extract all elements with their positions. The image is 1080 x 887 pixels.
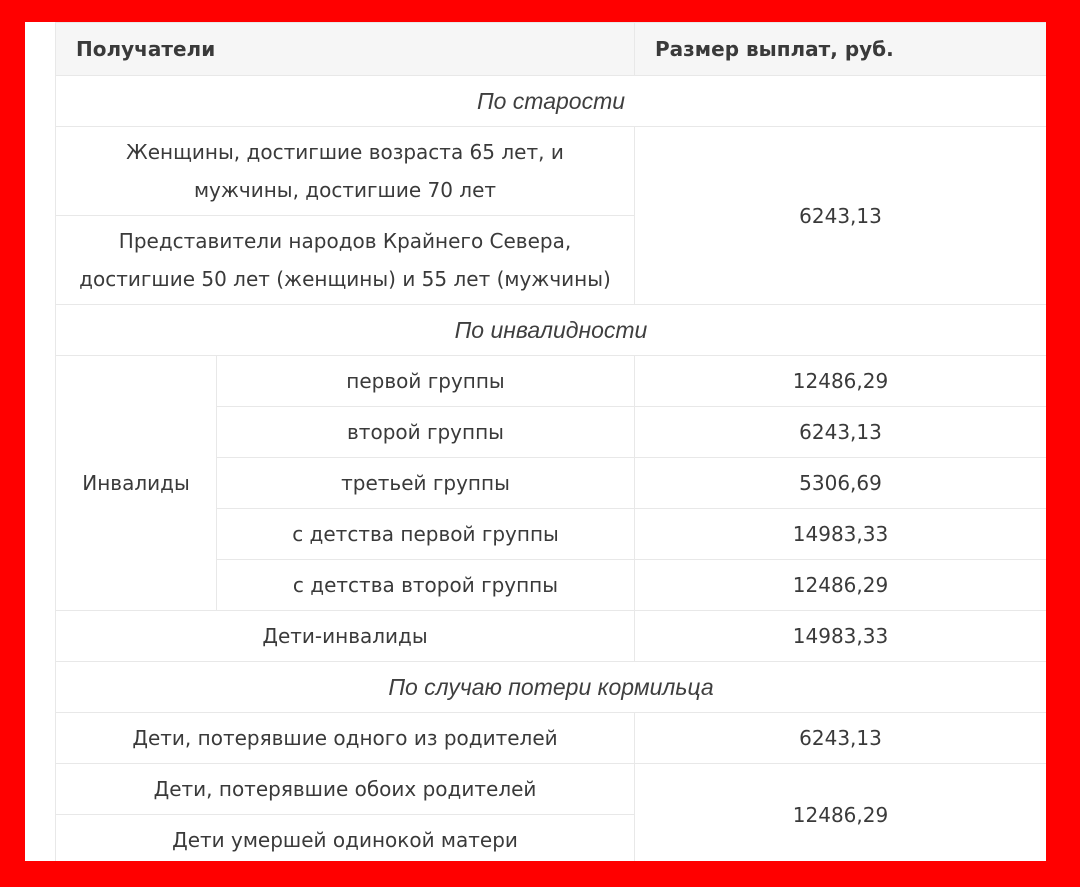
recipient-cell: Женщины, достигшие возраста 65 лет, и мужчины, достигшие 70 лет bbox=[56, 127, 635, 216]
section-title-old-age: По старости bbox=[56, 76, 1047, 127]
table-row bbox=[56, 356, 1047, 407]
page bbox=[25, 22, 1046, 861]
recipient-cell: Дети-инвалиды bbox=[56, 611, 635, 662]
recipient-cell: Дети, потерявшие одного из родителей bbox=[56, 713, 635, 764]
pension-table bbox=[55, 22, 1046, 861]
header-amount: Размер выплат, руб. bbox=[635, 23, 1047, 76]
table-row bbox=[56, 764, 1047, 815]
amount-cell: 6243,13 bbox=[635, 127, 1047, 305]
section-title-breadwinner: По случаю потери кормильца bbox=[56, 662, 1047, 713]
table-row bbox=[56, 127, 1047, 216]
recipient-cell: Дети умершей одинокой матери bbox=[56, 815, 635, 862]
table-row bbox=[56, 713, 1047, 764]
section-row bbox=[56, 662, 1047, 713]
section-title-disability: По инвалидности bbox=[56, 305, 1047, 356]
amount-cell: 12486,29 bbox=[635, 560, 1047, 611]
recipient-cell: третьей группы bbox=[217, 458, 635, 509]
recipient-cell: первой группы bbox=[217, 356, 635, 407]
recipient-cell: с детства второй группы bbox=[217, 560, 635, 611]
table-header-row bbox=[56, 23, 1047, 76]
section-row bbox=[56, 76, 1047, 127]
header-recipients: Получатели bbox=[56, 23, 635, 76]
recipient-cell: с детства первой группы bbox=[217, 509, 635, 560]
section-row bbox=[56, 305, 1047, 356]
group-label-cell: Инвалиды bbox=[56, 356, 217, 611]
table-row bbox=[56, 611, 1047, 662]
recipient-cell: Представители народов Крайнего Севера, достигшие 50 лет (женщины) и 55 лет (мужчины) bbox=[56, 216, 635, 305]
amount-cell: 14983,33 bbox=[635, 611, 1047, 662]
amount-cell: 6243,13 bbox=[635, 407, 1047, 458]
amount-cell: 12486,29 bbox=[635, 356, 1047, 407]
amount-cell: 5306,69 bbox=[635, 458, 1047, 509]
amount-cell: 14983,33 bbox=[635, 509, 1047, 560]
recipient-cell: второй группы bbox=[217, 407, 635, 458]
amount-cell: 12486,29 bbox=[635, 764, 1047, 862]
recipient-cell: Дети, потерявшие обоих родителей bbox=[56, 764, 635, 815]
amount-cell: 6243,13 bbox=[635, 713, 1047, 764]
